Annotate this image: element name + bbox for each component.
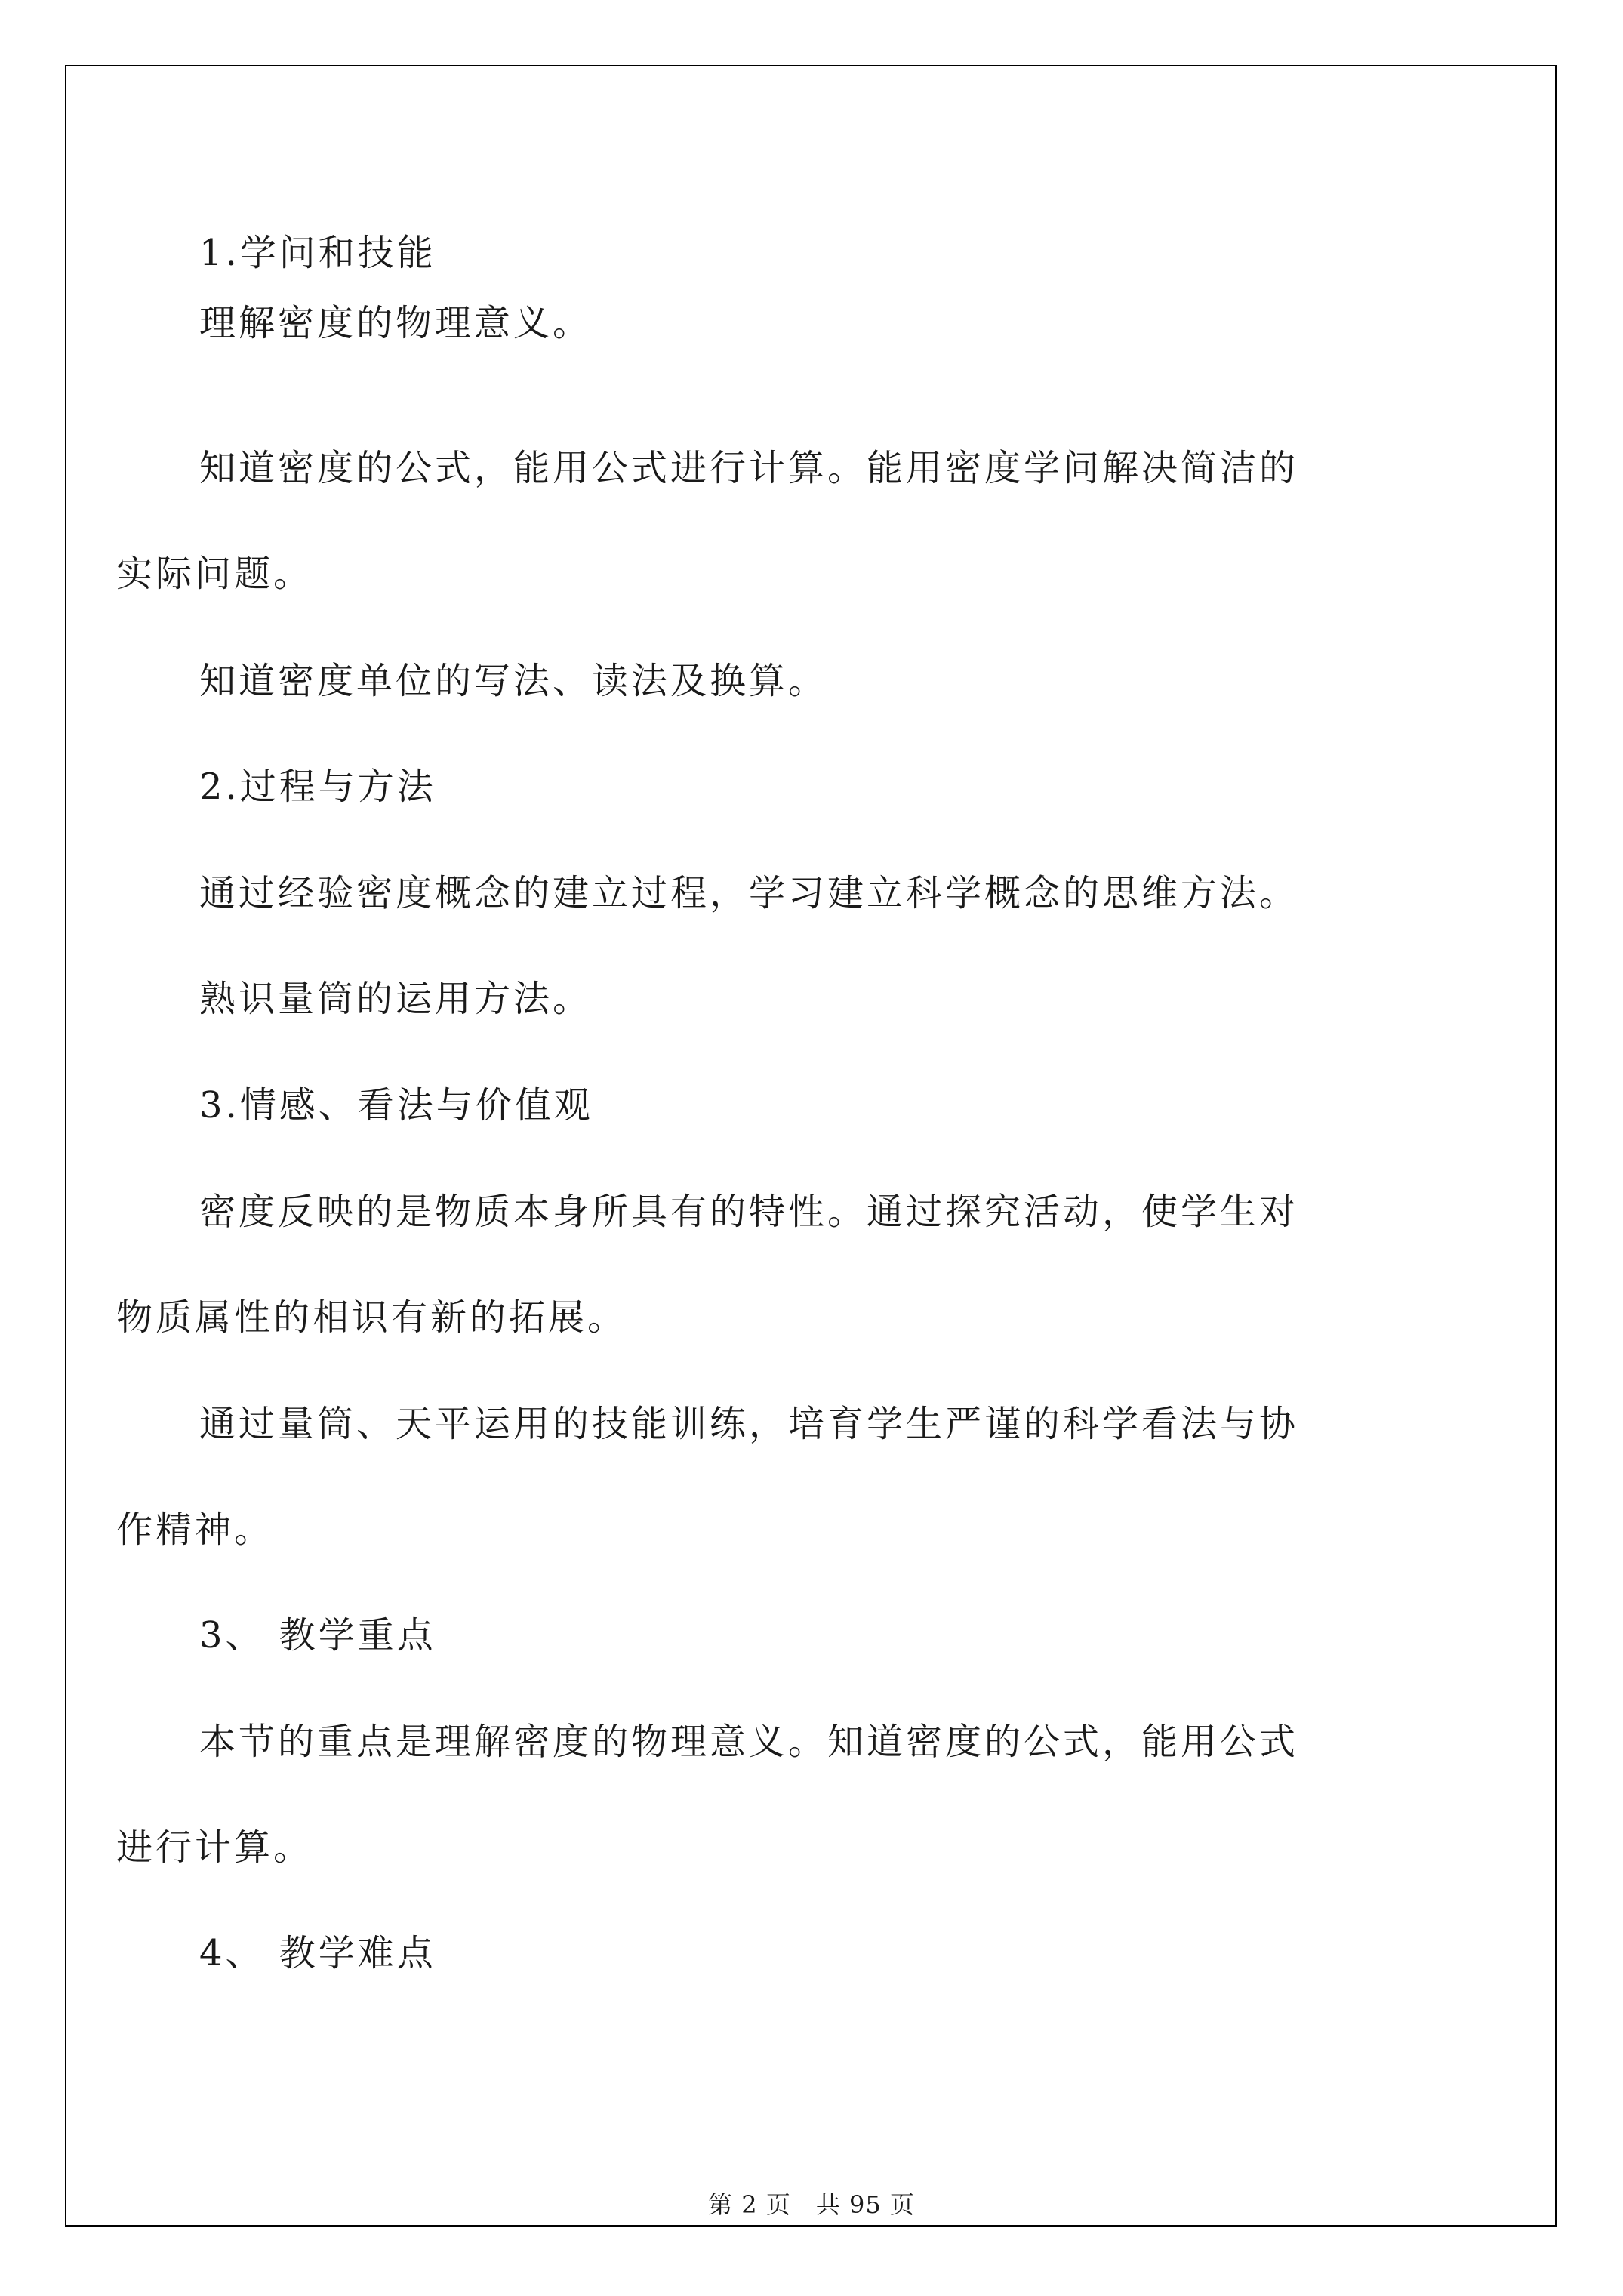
paragraph-line: 物质属性的相识有新的拓展。 — [116, 1296, 627, 1339]
page-number: 第 2 页 共 95 页 — [708, 2190, 915, 2219]
heading-emotion-values: 3.情感、看法与价值观 — [199, 1084, 593, 1126]
paragraph-line: 实际问题。 — [116, 553, 313, 595]
paragraph-line: 通过经验密度概念的建立过程，学习建立科学概念的思维方法。 — [199, 872, 1299, 914]
paragraph-line: 知道密度的公式，能用公式进行计算。能用密度学问解决简洁的 — [199, 447, 1299, 489]
page-border — [65, 65, 1557, 2227]
heading-process-methods: 2.过程与方法 — [199, 766, 436, 808]
paragraph-line: 通过量筒、天平运用的技能训练，培育学生严谨的科学看法与协 — [199, 1403, 1299, 1445]
heading-teaching-difficulty: 4、 教学难点 — [199, 1932, 436, 1974]
paragraph-line: 作精神。 — [116, 1509, 274, 1551]
paragraph-line: 本节的重点是理解密度的物理意义。知道密度的公式，能用公式 — [199, 1721, 1299, 1763]
paragraph-line: 密度反映的是物质本身所具有的特性。通过探究活动，使学生对 — [199, 1191, 1299, 1233]
paragraph-line: 熟识量筒的运用方法。 — [199, 978, 593, 1020]
heading-knowledge-skills: 1.学问和技能 — [199, 232, 436, 274]
paragraph-line: 知道密度单位的写法、读法及换算。 — [199, 660, 828, 702]
paragraph-line: 进行计算。 — [116, 1826, 313, 1869]
paragraph-line: 理解密度的物理意义。 — [199, 302, 593, 344]
heading-teaching-focus: 3、 教学重点 — [199, 1614, 436, 1657]
